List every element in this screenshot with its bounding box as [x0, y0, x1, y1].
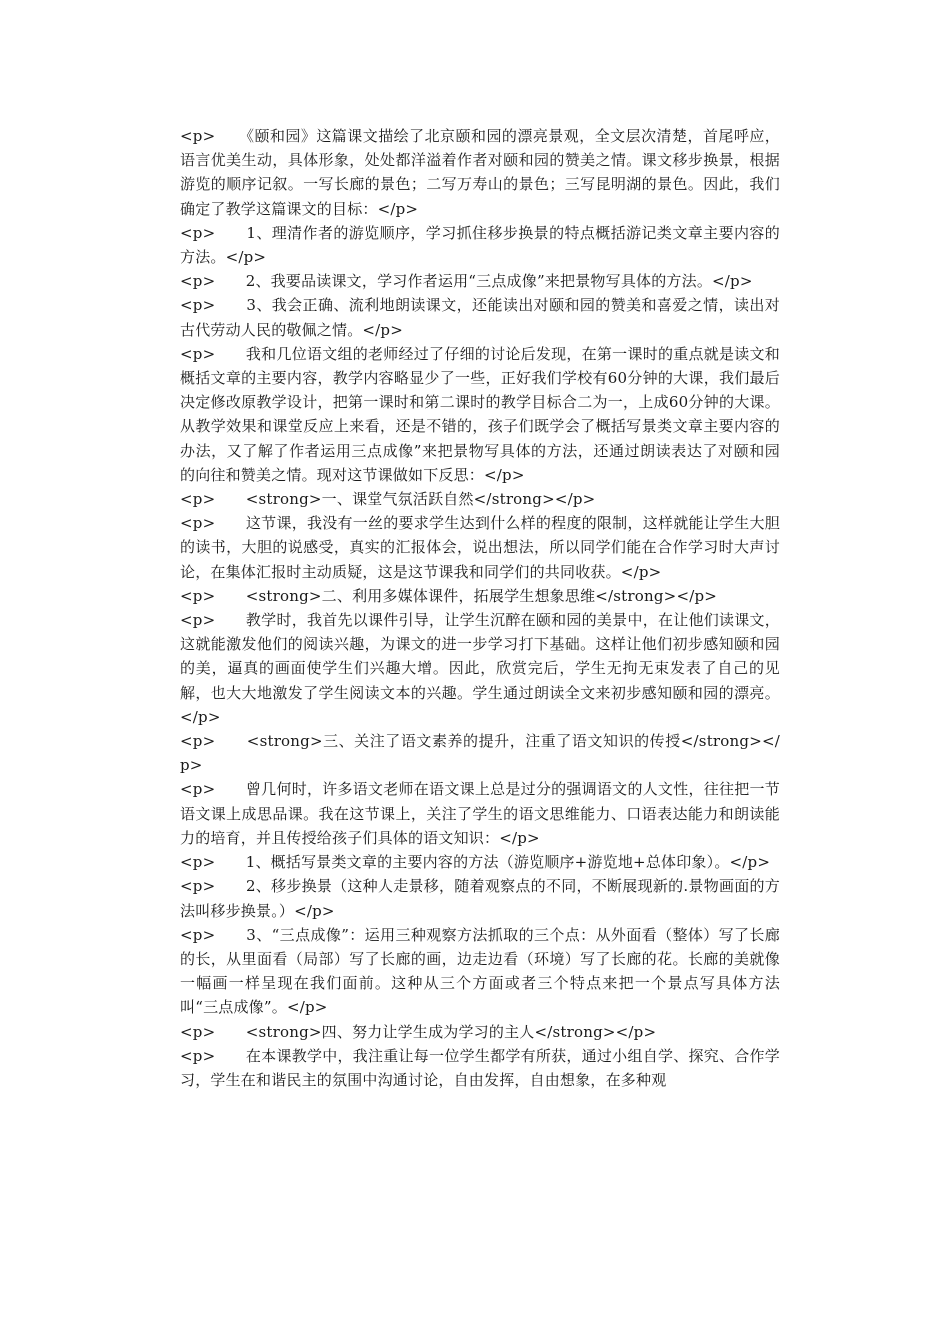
paragraph-section-3: <p> 曾几何时，许多语文老师在语文课上总是过分的强调语文的人文性，往往把一节语文课上成思品课。我在这节课上，关注了学生的语文思维能力、口语表达能力和朗读能力的培育，并且传授给孩子们具体的语文知识：</p>	[180, 780, 780, 847]
paragraph-knowledge-1: <p> 1、概括写景类文章的主要内容的方法（游览顺序+游览地+总体印象）。</p>	[180, 853, 771, 872]
paragraph-section-4: <p> 在本课教学中，我注重让每一位学生都学有所获，通过小组自学、探究、合作学习，学生在和谐民主的氛围中沟通讨论，自由发挥，自由想象，在多种观	[180, 1046, 780, 1089]
document-body	[180, 124, 780, 1092]
paragraph-knowledge-2: <p> 2、移步换景（这种人走景移，随着观察点的不同，不断展现新的.景物画面的方法叫移步换景。）</p>	[180, 877, 780, 920]
paragraph-discussion: <p> 我和几位语文组的老师经过了仔细的讨论后发现，在第一课时的重点就是读文和概括文章的主要内容，教学内容略显少了一些，正好我们学校有60分钟的大课，我们最后决定修改原教学设计，把第一课时和第二课时的教学目标合二为一，上成60分钟的大课。从教学效果和课堂反应上来看，还是不错的，孩子们既学会了概括写景类文章主要内容的办法，又了解了作者运用三点成像”来把景物写具体的方法，还通过朗读表达了对颐和园的向往和赞美之情。现对这节课做如下反思：</p>	[180, 344, 780, 484]
paragraph-goal-1: <p> 1、理清作者的游览顺序，学习抓住移步换景的特点概括游记类文章主要内容的方法。</p>	[180, 223, 780, 267]
paragraph-intro: <p> 《颐和园》这篇课文描绘了北京颐和园的漂亮景观，全文层次清楚，首尾呼应，语言优美生动，具体形象，处处都洋溢着作者对颐和园的赞美之情。课文移步换景，根据游览的顺序记叙。一写长廊的景色；二写万寿山的景色；三写昆明湖的景色。因此，我们确定了教学这篇课文的目标：</p>	[180, 127, 780, 218]
section-heading-2: <p> <strong>二、利用多媒体课件，拓展学生想象思维</strong></p>	[180, 586, 718, 605]
paragraph-section-1: <p> 这节课，我没有一丝的要求学生达到什么样的程度的限制，这样就能让学生大胆的读书，大胆的说感受，真实的汇报体会，说出想法，所以同学们能在合作学习时大声讨论，在集体汇报时主动质疑，这是这节课我和同学们的共同收获。</p>	[180, 514, 780, 581]
paragraph-section-2: <p> 教学时，我首先以课件引导，让学生沉醉在颐和园的美景中，在让他们读课文，这就能激发他们的阅读兴趣，为课文的进一步学习打下基础。这样让他们初步感知颐和园的美，逼真的画面使学生们兴趣大增。因此，欣赏完后，学生无拘无束发表了自己的见解，也大大地激发了学生阅读文本的兴趣。学生通过朗读全文来初步感知颐和园的漂亮。</p>	[180, 611, 780, 726]
section-heading-4: <p> <strong>四、努力让学生成为学习的主人</strong></p>	[180, 1022, 657, 1041]
paragraph-goal-3: <p> 3、我会正确、流利地朗读课文，还能读出对颐和园的赞美和喜爱之情，读出对古代劳动人民的敬佩之情。</p>	[180, 296, 780, 339]
paragraph-knowledge-3: <p> 3、“三点成像”：运用三种观察方法抓取的三个点：从外面看（整体）写了长廊的长，从里面看（局部）写了长廊的画，边走边看（环境）写了长廊的花。长廊的美就像一幅画一样呈现在我们面前。这种从三个方面或者三个特点来把一个景点写具体方法叫“三点成像”。</p>	[180, 925, 780, 1017]
section-heading-1: <p> <strong>一、课堂气氛活跃自然</strong></p>	[180, 490, 596, 509]
paragraph-goal-2: <p> 2、我要品读课文，学习作者运用“三点成像”来把景物写具体的方法。</p>	[180, 272, 753, 291]
section-heading-3: <p> <strong>三、关注了语文素养的提升，注重了语文知识的传授</strong></p>	[180, 732, 780, 775]
